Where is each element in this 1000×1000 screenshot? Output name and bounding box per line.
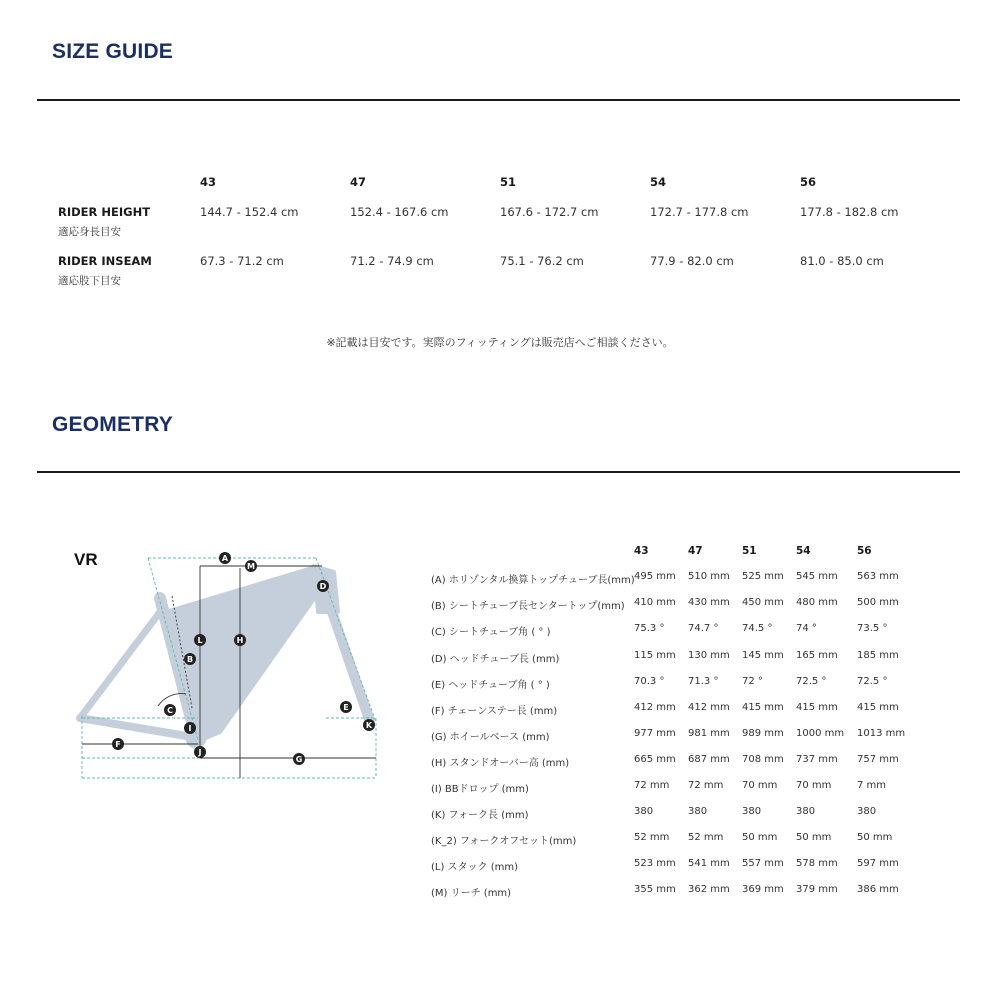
geometry-cell: 989 mm bbox=[742, 728, 784, 739]
geometry-cell: 70 mm bbox=[742, 780, 778, 791]
geometry-row-label: (F) チェーンステー長 (mm) bbox=[431, 706, 558, 717]
geometry-size-header-43: 43 bbox=[634, 545, 649, 557]
geometry-cell: 72 mm bbox=[688, 780, 724, 791]
size-guide-title: SIZE GUIDE bbox=[52, 40, 174, 63]
svg-text:C: C bbox=[167, 706, 173, 715]
geometry-cell: 52 mm bbox=[634, 832, 670, 843]
geometry-size-header-51: 51 bbox=[742, 545, 757, 557]
geometry-cell: 74.7 ° bbox=[688, 623, 719, 634]
geometry-row-label: (G) ホイールベース (mm) bbox=[431, 732, 550, 743]
geometry-cell: 380 bbox=[796, 806, 816, 817]
svg-text:G: G bbox=[295, 755, 303, 764]
geometry-cell: 563 mm bbox=[857, 571, 899, 582]
geometry-cell: 72.5 ° bbox=[796, 676, 827, 687]
rider-inseam-value: 75.1 - 76.2 cm bbox=[500, 254, 584, 268]
frame-model-name: VR bbox=[74, 550, 98, 569]
geometry-cell: 737 mm bbox=[796, 754, 838, 765]
rider-inseam-value: 81.0 - 85.0 cm bbox=[800, 254, 884, 268]
marker-h bbox=[234, 634, 246, 646]
geometry-cell: 50 mm bbox=[857, 832, 893, 843]
geometry-cell: 72 ° bbox=[742, 676, 763, 687]
rider-height-sublabel: 適応身長目安 bbox=[58, 226, 121, 238]
geometry-cell: 50 mm bbox=[742, 832, 778, 843]
geometry-cell: 541 mm bbox=[688, 858, 730, 869]
geometry-cell: 72 mm bbox=[634, 780, 670, 791]
geometry-row-label: (I) BBドロップ (mm) bbox=[431, 784, 529, 795]
geometry-cell: 70.3 ° bbox=[634, 676, 665, 687]
geometry-cell: 510 mm bbox=[688, 571, 730, 582]
geometry-cell: 380 bbox=[634, 806, 654, 817]
geometry-row-label: (K_2) フォークオフセット(mm) bbox=[431, 836, 577, 847]
geometry-cell: 977 mm bbox=[634, 728, 676, 739]
geometry-divider bbox=[37, 471, 960, 473]
geometry-cell: 665 mm bbox=[634, 754, 676, 765]
geometry-row-label: (C) シートチューブ角 ( ° ) bbox=[431, 627, 551, 638]
marker-a bbox=[219, 552, 231, 564]
geometry-cell: 1013 mm bbox=[857, 728, 906, 739]
svg-text:D: D bbox=[319, 582, 327, 591]
rider-inseam-value: 71.2 - 74.9 cm bbox=[350, 254, 434, 268]
size-header-47: 47 bbox=[350, 175, 367, 189]
geometry-cell: 380 bbox=[688, 806, 708, 817]
svg-text:L: L bbox=[197, 636, 203, 645]
rider-height-label: RIDER HEIGHT bbox=[58, 205, 151, 219]
marker-i bbox=[184, 722, 196, 734]
geometry-cell: 369 mm bbox=[742, 884, 784, 895]
svg-text:H: H bbox=[236, 636, 244, 645]
size-guide-divider bbox=[37, 99, 960, 101]
geometry-size-header-56: 56 bbox=[857, 545, 872, 557]
svg-text:K: K bbox=[365, 721, 373, 730]
size-header-43: 43 bbox=[200, 175, 217, 189]
rider-height-value: 167.6 - 172.7 cm bbox=[500, 205, 599, 219]
geometry-cell: 578 mm bbox=[796, 858, 838, 869]
size-header-56: 56 bbox=[800, 175, 817, 189]
rider-inseam-value: 67.3 - 71.2 cm bbox=[200, 254, 284, 268]
frame-geometry-diagram bbox=[60, 540, 400, 790]
geometry-cell: 380 bbox=[742, 806, 762, 817]
marker-e bbox=[340, 701, 352, 713]
fitting-note: ※記載は目安です。実際のフィッティングは販売店へご相談ください。 bbox=[326, 336, 674, 349]
geometry-cell: 130 mm bbox=[688, 650, 730, 661]
geometry-row-label: (M) リーチ (mm) bbox=[431, 888, 512, 899]
geometry-row-label: (H) スタンドオーバー高 (mm) bbox=[431, 758, 570, 769]
geometry-cell: 415 mm bbox=[742, 702, 784, 713]
svg-text:J: J bbox=[198, 748, 202, 757]
geometry-cell: 450 mm bbox=[742, 597, 784, 608]
svg-text:F: F bbox=[115, 740, 121, 749]
svg-text:A: A bbox=[221, 554, 229, 563]
rider-inseam-sublabel: 適応股下目安 bbox=[58, 275, 121, 287]
size-header-54: 54 bbox=[650, 175, 667, 189]
svg-text:I: I bbox=[188, 724, 192, 733]
rider-height-value: 144.7 - 152.4 cm bbox=[200, 205, 299, 219]
geometry-cell: 687 mm bbox=[688, 754, 730, 765]
geometry-cell: 145 mm bbox=[742, 650, 784, 661]
marker-j bbox=[194, 746, 206, 758]
geometry-cell: 74 ° bbox=[796, 623, 817, 634]
svg-text:E: E bbox=[343, 703, 349, 712]
frame-silhouette bbox=[80, 566, 370, 748]
geometry-cell: 74.5 ° bbox=[742, 623, 773, 634]
geometry-cell: 185 mm bbox=[857, 650, 899, 661]
rider-inseam-value: 77.9 - 82.0 cm bbox=[650, 254, 734, 268]
geometry-size-header-47: 47 bbox=[688, 545, 703, 557]
geometry-size-header-54: 54 bbox=[796, 545, 811, 557]
marker-c bbox=[164, 704, 176, 716]
geometry-cell: 480 mm bbox=[796, 597, 838, 608]
rider-height-value: 172.7 - 177.8 cm bbox=[650, 205, 749, 219]
geometry-cell: 70 mm bbox=[796, 780, 832, 791]
geometry-row-label: (L) スタック (mm) bbox=[431, 862, 519, 873]
marker-b bbox=[184, 653, 196, 665]
svg-text:B: B bbox=[186, 655, 194, 664]
geometry-cell: 50 mm bbox=[796, 832, 832, 843]
geometry-cell: 500 mm bbox=[857, 597, 899, 608]
geometry-cell: 73.5 ° bbox=[857, 623, 888, 634]
geometry-cell: 165 mm bbox=[796, 650, 838, 661]
geometry-cell: 757 mm bbox=[857, 754, 899, 765]
rider-height-value: 177.8 - 182.8 cm bbox=[800, 205, 899, 219]
geometry-cell: 71.3 ° bbox=[688, 676, 719, 687]
geometry-cell: 495 mm bbox=[634, 571, 676, 582]
geometry-row-label: (K) フォーク長 (mm) bbox=[431, 810, 529, 821]
geometry-row-label: (B) シートチューブ長センタートップ(mm) bbox=[431, 601, 625, 612]
geometry-cell: 386 mm bbox=[857, 884, 899, 895]
geometry-cell: 355 mm bbox=[634, 884, 676, 895]
geometry-cell: 75.3 ° bbox=[634, 623, 665, 634]
geometry-cell: 412 mm bbox=[634, 702, 676, 713]
geometry-cell: 597 mm bbox=[857, 858, 899, 869]
geometry-title: GEOMETRY bbox=[52, 413, 173, 436]
geometry-cell: 415 mm bbox=[857, 702, 899, 713]
geometry-cell: 72.5 ° bbox=[857, 676, 888, 687]
geometry-cell: 52 mm bbox=[688, 832, 724, 843]
geometry-cell: 412 mm bbox=[688, 702, 730, 713]
geometry-cell: 379 mm bbox=[796, 884, 838, 895]
geometry-row-label: (E) ヘッドチューブ角 ( ° ) bbox=[431, 680, 550, 691]
geometry-cell: 1000 mm bbox=[796, 728, 845, 739]
geometry-cell: 545 mm bbox=[796, 571, 838, 582]
geometry-row-label: (A) ホリゾンタル換算トップチューブ長(mm) bbox=[431, 575, 635, 586]
geometry-cell: 981 mm bbox=[688, 728, 730, 739]
marker-k bbox=[363, 719, 375, 731]
marker-f bbox=[112, 738, 124, 750]
geometry-cell: 380 bbox=[857, 806, 877, 817]
marker-l bbox=[194, 634, 206, 646]
geometry-cell: 415 mm bbox=[796, 702, 838, 713]
geometry-cell: 708 mm bbox=[742, 754, 784, 765]
rider-height-value: 152.4 - 167.6 cm bbox=[350, 205, 449, 219]
geometry-row-label: (D) ヘッドチューブ長 (mm) bbox=[431, 654, 560, 665]
geometry-cell: 557 mm bbox=[742, 858, 784, 869]
geometry-cell: 525 mm bbox=[742, 571, 784, 582]
geometry-cell: 115 mm bbox=[634, 650, 676, 661]
geometry-cell: 523 mm bbox=[634, 858, 676, 869]
size-header-51: 51 bbox=[500, 175, 517, 189]
svg-text:M: M bbox=[247, 562, 255, 571]
marker-m bbox=[245, 560, 257, 572]
marker-g bbox=[293, 753, 305, 765]
geometry-cell: 362 mm bbox=[688, 884, 730, 895]
geometry-cell: 7 mm bbox=[857, 780, 887, 791]
rider-inseam-label: RIDER INSEAM bbox=[58, 254, 152, 268]
geometry-cell: 410 mm bbox=[634, 597, 676, 608]
geometry-cell: 430 mm bbox=[688, 597, 730, 608]
marker-d bbox=[317, 580, 329, 592]
